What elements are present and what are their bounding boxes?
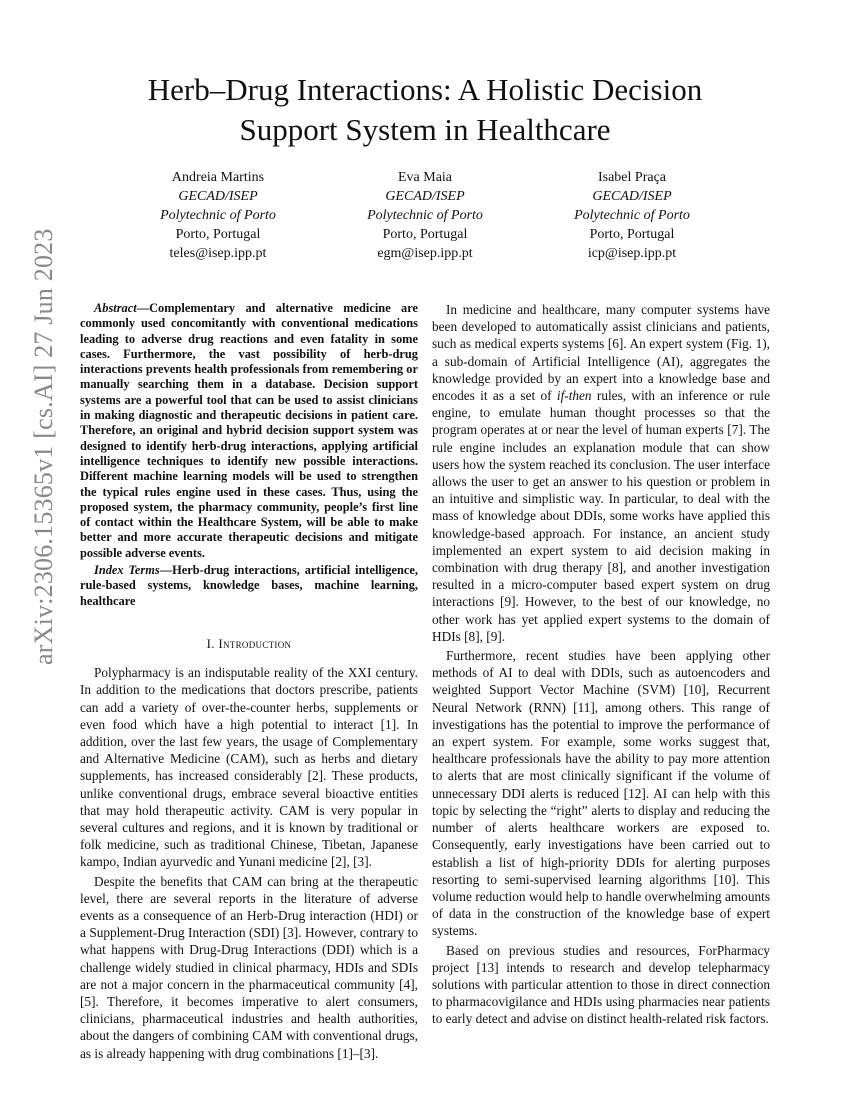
body-paragraph: Despite the benefits that CAM can bring at the therapeutic level, there are several reports in the literature of adverse events as a consequence of an Herb-Drug interaction (HDI) or a Supplement-Drug Interaction (SDI) [3]. However, contrary to what happens with Drug-Drug Interactions (DDI) which is a challenge widely studied in clinical pharmacy, HDIs and SDIs are not a major concern in the pharmaceutical community [4], [5]. Therefore, it becomes imperative to alert consumers, clinicians, pharmaceutical industries and health authorities, about the dangers of combining CAM with conventional drugs, as is already happening with drug combinations [1]–[3]. (80, 873, 418, 1061)
paragraph-text: In medicine and healthcare, many computer systems have been developed to automatically assist clinicians and patients, such as medical experts systems [6]. An expert system (Fig. 1), a sub-domain of Artificial Intelligence (AI), aggregates the knowledge provided by an expert into a knowledge base and encodes it as a set of (432, 302, 770, 404)
author-affiliation: GECAD/ISEP (385, 189, 465, 204)
abstract-text: —Complementary and alternative medicine are commonly used concomitantly with conventional medications leading to adverse drug reactions and even fatality in some cases. Furthermore, the vast possibility of herb-drug interactions prevents health professionals from remembering or manually searching them in a database. Decision support systems are a powerful tool that can be used to assist clinicians in making diagnostic and therapeutic decisions in patient care. Therefore, an original and hybrid decision support system was designed to identify herb-drug interactions, applying artificial intelligence techniques to identify new possible interactions. Different machine learning models will be used to strengthen the typical rules engine used in these cases. Thus, using the proposed system, the pharmacy community, people’s first line of contact within the Healthcare System, will be able to make better and more accurate therapeutic decisions and mitigate possible adverse events. (80, 301, 418, 560)
author-affiliation: GECAD/ISEP (592, 189, 672, 204)
author-location: Porto, Portugal (589, 227, 675, 242)
author-email: icp@isep.ipp.pt (587, 246, 677, 261)
author-institution: Polytechnic of Porto (367, 208, 483, 223)
section-heading (80, 635, 418, 652)
left-column (80, 301, 418, 1062)
author-name: Eva Maia (397, 170, 453, 185)
author-institution: Polytechnic of Porto (574, 208, 690, 223)
paragraph-text: rules, with an inference or rule engine, to emulate human thought processes so that the program operates at or near the level of human experts [7]. The rule engine includes an explanation module that can show users how the system reached its conclusion. The user interface allows the user to get an answer to his question or problem in an intuitive and simplistic way. In particular, to deal with the mass of knowledge about DDIs, some works have applied this knowledge-based approach. For instance, an ancient study implemented an expert system to aid decision making in combination with drug therapy [8], and another investigation resulted in a micro-computer based expert system on drug interactions [9]. However, to the best of our knowledge, no other work has yet applied expert systems to the domain of HDIs [8], [9]. (432, 388, 770, 644)
paragraph-italic-term: if-then (556, 388, 592, 404)
abstract-lead: Abstract (94, 301, 137, 315)
author-institution: Polytechnic of Porto (160, 208, 276, 223)
author-name: Isabel Praça (597, 170, 667, 185)
title-line-2: Support System in Healthcare (239, 112, 611, 147)
author-email: teles@isep.ipp.pt (169, 246, 267, 261)
section-number: I. (206, 635, 219, 651)
arxiv-identifier: arXiv:2306.15365v1 [cs.AI] 27 Jun 2023 (29, 228, 58, 665)
author-block (118, 168, 318, 263)
author-location: Porto, Portugal (382, 227, 468, 242)
index-terms-lead: Index Terms (94, 563, 160, 578)
abstract (80, 301, 418, 561)
paper-title (0, 70, 850, 150)
index-terms-text: —Herb-drug interactions, artificial intelligence, rule-based systems, knowledge bases, machine learning, healthcare (80, 563, 418, 608)
index-terms (80, 563, 418, 609)
author-name: Andreia Martins (171, 170, 265, 185)
body-paragraph: Polypharmacy is an indisputable reality of the XXI century. In addition to the medications that doctors prescribe, patients can add a variety of over-the-counter herbs, supplements or even food which have a high potential to interact [1]. In addition, over the last few years, the usage of Complementary and Alternative Medicine (CAM), such as herbs and dietary supplements, has increased considerably [2]. These products, unlike conventional drugs, embrace several bioactive entities that may hold therapeutic activity. CAM is very popular in several cultures and regions, and it is known by traditional or folk medicine, such as traditional Chinese, Tibetan, Japanese kampo, Indian ayurvedic and Yunani medicine [2], [3]. (80, 665, 418, 870)
body-paragraph: Furthermore, recent studies have been applying other methods of AI to deal with DDIs, such as autoencoders and weighted Support Vector Machine (SVM) [10], Recurrent Neural Network (RNN) [11], among others. This range of investigations has the potential to improve the performance of an expert system. For example, some works suggest that, healthcare professionals have the ability to pay more attention to alerts that are most clinically significant if the volume of unnecessary DDI alerts is reduced [12]. AI can help with this topic by selecting the “right” alerts to display and reducing the number of alerts healthcare workers are exposed to. Consequently, early investigations have been carried out to establish a list of high-priority DDIs for alerting purposes resorting to semi-supervised learning algorithms [10]. This volume reduction would help to handle overwhelming amounts of data in the construction of the knowledge base of expert systems. (432, 648, 770, 939)
body-paragraph (432, 301, 770, 645)
author-affiliation: GECAD/ISEP (178, 189, 258, 204)
section-title: Introduction (218, 635, 292, 651)
title-line-1: Herb–Drug Interactions: A Holistic Decision (147, 72, 703, 107)
author-block (532, 168, 732, 263)
author-block (325, 168, 525, 263)
author-email: egm@isep.ipp.pt (377, 246, 473, 261)
right-column (432, 301, 770, 1028)
body-paragraph: Based on previous studies and resources, ForPharmacy project [13] intends to research and develop telepharmacy solutions with particular attention to those in direct connection to pharmacovigilance and HDIs using pharmacies near patients to early detect and advise on distinct health-related risk factors. (432, 942, 770, 1027)
author-location: Porto, Portugal (175, 227, 261, 242)
